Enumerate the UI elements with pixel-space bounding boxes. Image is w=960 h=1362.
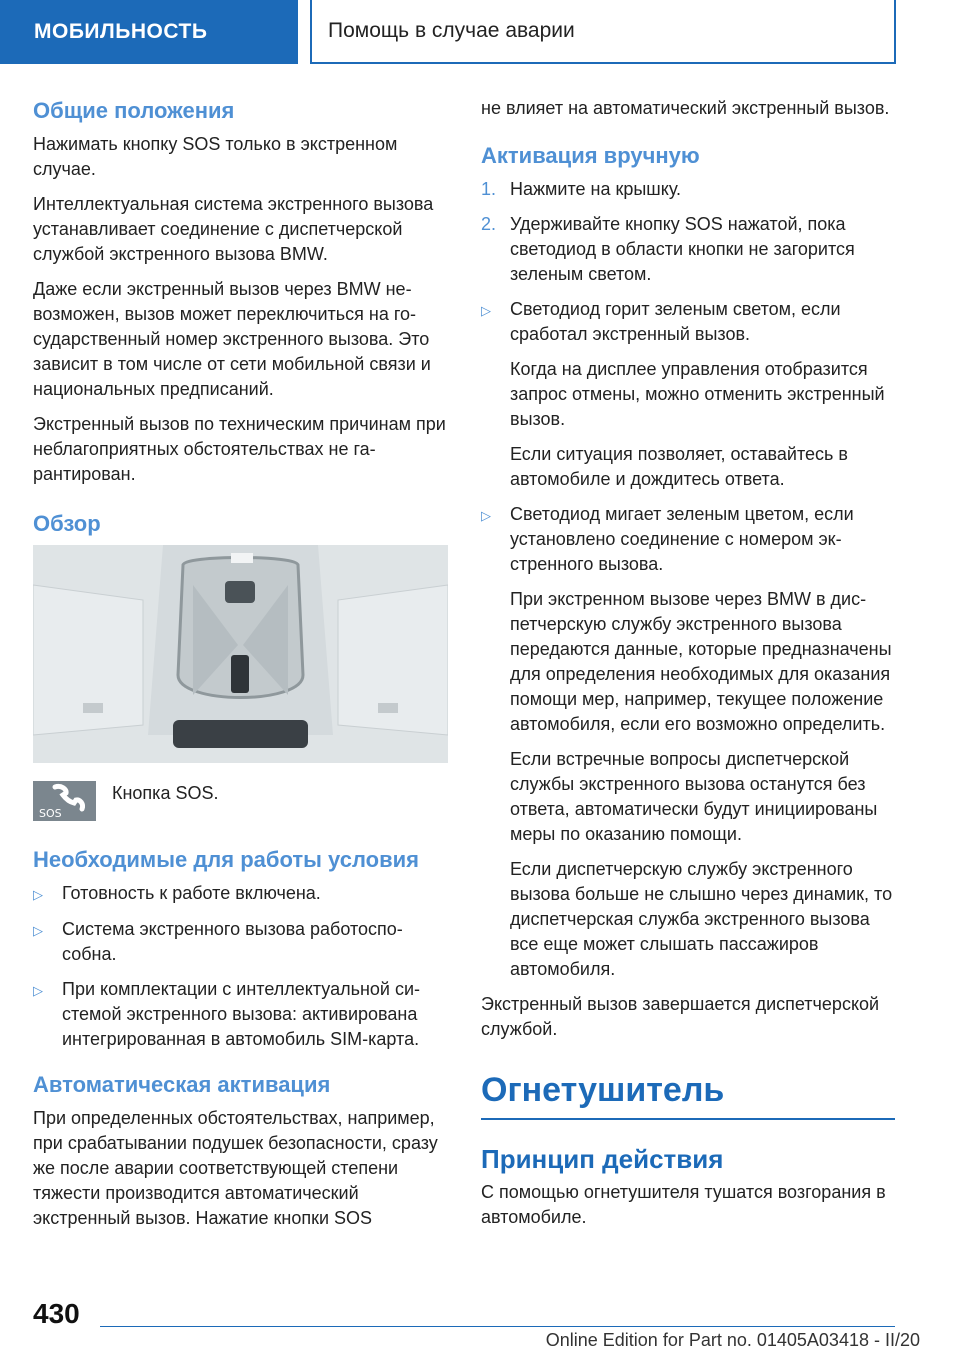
footer-rule — [100, 1326, 895, 1327]
triangle-bullet-icon: ▷ — [33, 923, 43, 938]
principle-heading: Принцип действия — [481, 1144, 724, 1174]
sos-legend — [33, 781, 448, 821]
section-tab[interactable] — [0, 0, 298, 64]
list-item: ▷ Светодиод мигает зеленым цветом, если установлено соединение с номером экстренного вызова. — [481, 502, 895, 577]
chapter-header — [310, 0, 896, 64]
manual-end: Экстренный вызов завершается диспетчерской службой. — [481, 994, 880, 1039]
step-number: 2. — [481, 214, 497, 234]
sos-caption: Кнопка SOS. — [112, 783, 219, 803]
overhead-console-photo — [33, 545, 448, 763]
general-p3: Даже если экстренный вызов через BMW невозможен, вызов может переключиться на государственный номер экстренного вызова. Это зависит в том числе от сети мобильной связи и национальных предписаний. — [33, 279, 431, 399]
general-p4: Экстренный вызов по техническим причинам при неблагоприятных обстоятельствах не гарантирован. — [33, 414, 446, 484]
sos-button-icon — [33, 781, 96, 821]
general-heading: Общие положения — [33, 98, 235, 123]
triangle-bullet-icon: ▷ — [481, 303, 491, 318]
list-item: ▷ Система экстренного вызова работоспособна. — [33, 917, 448, 967]
continued-text: не влияет на автоматический экстренный вызов. — [481, 98, 890, 118]
sub-paragraph: Если встречные вопросы диспетчерской службы экстренного вызова останутся без ответа, автоматически будут инициированы меры по оказанию помощи. — [510, 749, 878, 844]
sub-paragraph: Если диспетчерскую службу экстренного вызова больше не слышно через динамик, то диспетчерская служба экстренного вызова все еще может слышать пассажиров автомобиля. — [510, 859, 893, 979]
triangle-bullet-icon: ▷ — [481, 508, 491, 523]
edition-footer: Online Edition for Part no. 01405A03418 - II/20 — [545, 1330, 920, 1350]
list-item: ▷ При комплектации с интеллектуальной системой экстренного вызова: активирована интегрированная в автомобиль SIM-карта. — [33, 977, 448, 1052]
sub-paragraph: Когда на дисплее управления отобразится запрос отмены, можно отменить экстренный вызов. — [510, 359, 885, 429]
auto-p1: При определенных обстоятельствах, например, при срабатывании подушек безопасности, сразу же после аварии соответствующей степени тяжести производится автоматический экстренный вызов. Нажатие кнопки SOS — [33, 1108, 438, 1228]
triangle-bullet-icon: ▷ — [33, 887, 43, 902]
list-item: 1. Нажмите на крышку. — [481, 177, 895, 202]
manual-heading: Активация вручную — [481, 143, 700, 168]
overview-heading: Обзор — [33, 511, 101, 536]
principle-p1: С помощью огнетушителя тушатся возгорания в автомобиле. — [481, 1182, 886, 1227]
general-p1: Нажимать кнопку SOS только в экстренном случае. — [33, 134, 398, 179]
triangle-bullet-icon: ▷ — [33, 983, 43, 998]
list-item: 2. Удерживайте кнопку SOS нажатой, пока светодиод в области кнопки не загорится зеленым светом. — [481, 212, 895, 287]
step-number: 1. — [481, 179, 497, 199]
page-number: 430 — [33, 1298, 80, 1329]
sub-paragraph: Если ситуация позволяет, оставайтесь в автомобиле и дождитесь ответа. — [510, 444, 848, 489]
general-p2: Интеллектуальная система экстренного вызова устанавливает соединение с диспетчерской службой экстренного вызова BMW. — [33, 194, 434, 264]
left-column — [33, 96, 448, 1241]
sos-icon-label: SOS — [39, 807, 62, 820]
right-column — [481, 96, 895, 1240]
extinguisher-heading: Огнетушитель — [481, 1071, 725, 1109]
chapter-label: Помощь в случае аварии — [328, 19, 575, 42]
conditions-heading: Необходимые для работы условия — [33, 847, 419, 872]
list-item: ▷ Светодиод горит зеленым светом, если сработал экстренный вызов. — [481, 297, 895, 347]
heading-rule — [481, 1118, 895, 1120]
console-illustration — [33, 545, 448, 763]
sub-paragraph: При экстренном вызове через BMW в диспетчерскую службу экстренного вызова передаются данные, которые предназначены для определения необходимых для оказания помощи мер, например, текущее положение автомобиля, если его возможно определить. — [510, 589, 892, 734]
auto-heading: Автоматическая активация — [33, 1072, 331, 1097]
list-item: ▷ Готовность к работе включена. — [33, 881, 448, 907]
section-label: МОБИЛЬНОСТЬ — [34, 20, 208, 43]
